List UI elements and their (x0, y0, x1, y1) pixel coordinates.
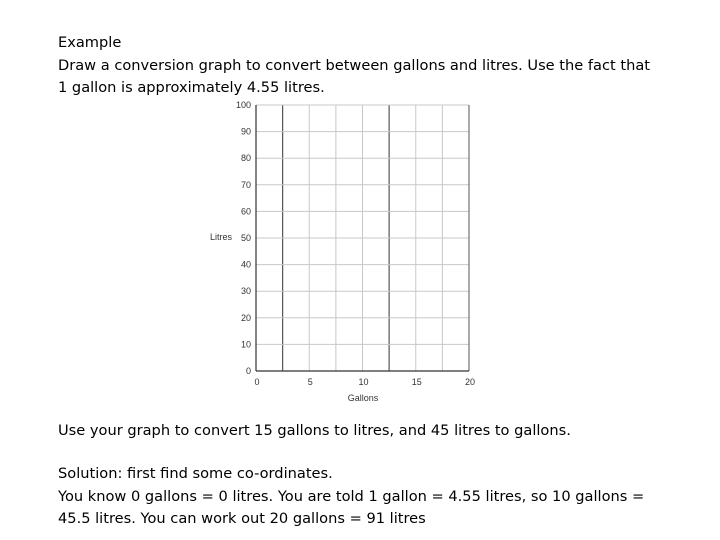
question-line: Use your graph to convert 15 gallons to litres, and 45 litres to gallons. (58, 422, 571, 439)
x-tick-label-10: 10 (358, 377, 369, 387)
solution-line-1: Solution: first find some co-ordinates. (58, 465, 333, 482)
y-tick-label-50: 50 (240, 233, 251, 243)
intro-line-2: 1 gallon is approximately 4.55 litres. (58, 79, 325, 96)
solution-line-3: 45.5 litres. You can work out 20 gallons = 91 litres (58, 510, 426, 527)
x-axis-label: Gallons (347, 393, 379, 403)
y-tick-label-30: 30 (240, 286, 251, 297)
x-tick-label-5: 5 (307, 377, 313, 387)
y-tick-label-40: 40 (240, 259, 251, 270)
y-tick-label-90: 90 (240, 126, 251, 137)
intro-line-1: Draw a conversion graph to convert between gallons and litres. Use the fact that (58, 56, 650, 74)
solution-text (58, 463, 644, 531)
y-tick-label-20: 20 (240, 312, 251, 323)
y-tick-label-60: 60 (240, 206, 251, 217)
x-tick-label-20: 20 (464, 377, 476, 387)
example-heading: Example (58, 34, 122, 51)
y-axis-label: Litres (209, 232, 232, 242)
x-tick-label-0: 0 (254, 377, 260, 387)
y-tick-label-100: 100 (235, 100, 251, 110)
solution-line-2: You know 0 gallons = 0 litres. You are told 1 gallon = 4.55 litres, so 10 gallons = (58, 487, 645, 505)
x-tick-label-15: 15 (411, 377, 422, 387)
y-tick-label-10: 10 (240, 339, 251, 350)
y-tick-label-70: 70 (240, 179, 251, 190)
y-tick-label-80: 80 (240, 153, 251, 164)
y-tick-label-0: 0 (245, 366, 251, 376)
chart-grid (256, 105, 469, 371)
question-text (58, 420, 571, 443)
